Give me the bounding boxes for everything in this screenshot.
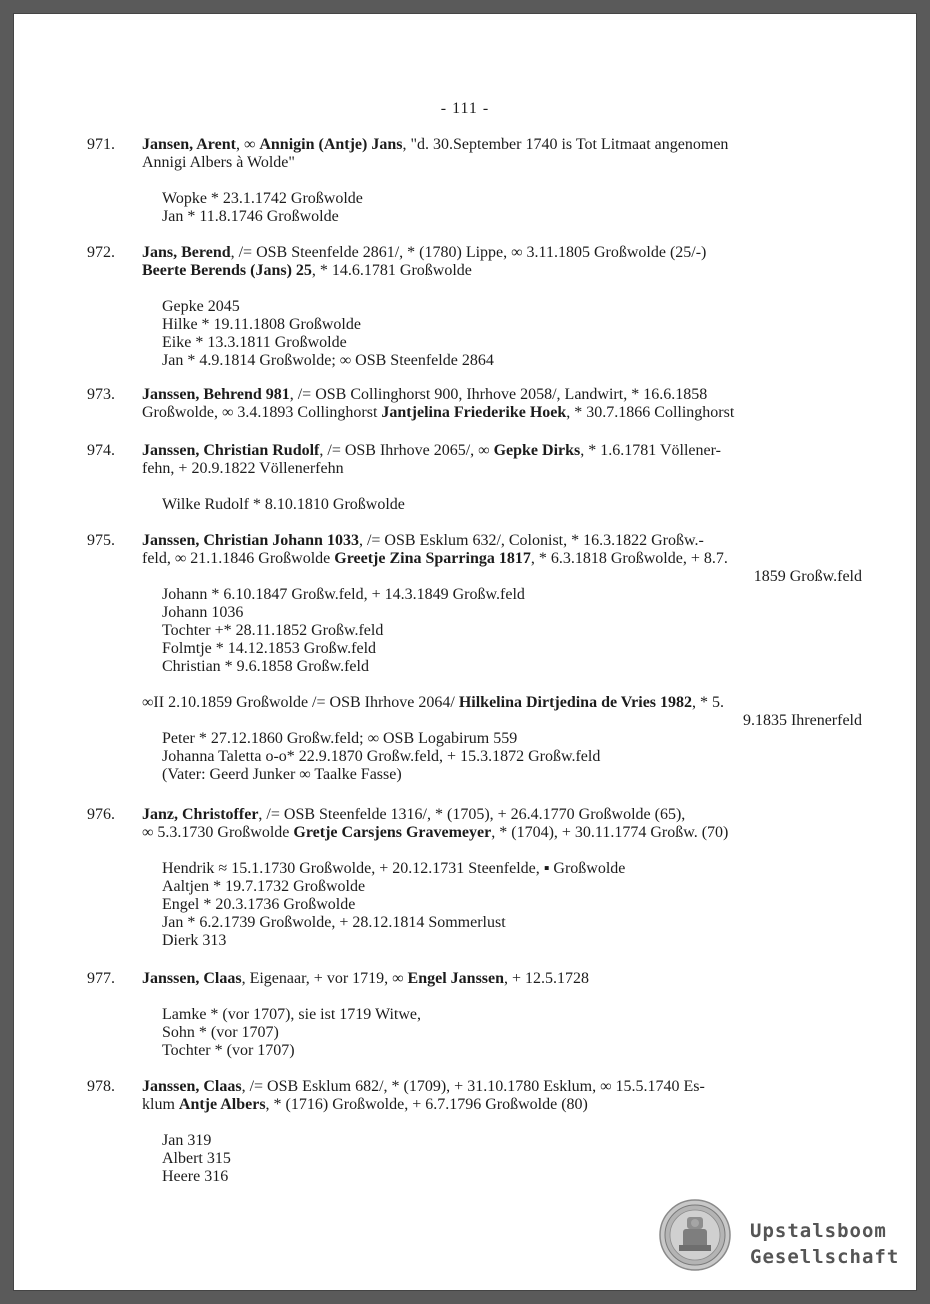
entry-line: feld, ∞ 21.1.1846 Großwolde Greetje Zina Sparringa 1817, * 6.3.1818 Großwolde, + 8.7. xyxy=(142,550,728,567)
entry-line: Janssen, Christian Johann 1033, /= OSB Esklum 632/, Colonist, * 16.3.1822 Großw.- xyxy=(142,532,704,549)
second-marriage xyxy=(142,694,862,730)
child-item: Wopke * 23.1.1742 Großwolde xyxy=(162,190,363,207)
child-item: Sohn * (vor 1707) xyxy=(162,1024,279,1041)
entry-number: 974. xyxy=(87,442,115,459)
children-list xyxy=(162,1132,862,1186)
children-list xyxy=(162,1006,862,1060)
children-list xyxy=(162,298,862,370)
entry-line: fehn, + 20.9.1822 Völlenerfehn xyxy=(142,460,344,477)
child-item: (Vater: Geerd Junker ∞ Taalke Fasse) xyxy=(162,766,402,783)
entry-text xyxy=(142,386,862,422)
children-list xyxy=(162,730,862,784)
child-item: Johann * 6.10.1847 Großw.feld, + 14.3.1849 Großw.feld xyxy=(162,586,525,603)
logo-line-1: Upstalsboom xyxy=(750,1220,887,1242)
seal-icon xyxy=(659,1199,731,1271)
entry-line: klum Antje Albers, * (1716) Großwolde, + 6.7.1796 Großwolde (80) xyxy=(142,1096,588,1113)
child-item: Folmtje * 14.12.1853 Großw.feld xyxy=(162,640,377,657)
entry-line-right: 1859 Großw.feld xyxy=(753,568,862,585)
entry-line: Jansen, Arent, ∞ Annigin (Antje) Jans, "d. 30.September 1740 is Tot Litmaat angenomen xyxy=(142,136,729,153)
entry-text xyxy=(142,442,862,478)
entry-text xyxy=(142,970,862,988)
entry-line: Janssen, Behrend 981, /= OSB Collinghorst 900, Ihrhove 2058/, Landwirt, * 16.6.1858 xyxy=(142,386,708,403)
child-item: Jan * 4.9.1814 Großwolde; ∞ OSB Steenfelde 2864 xyxy=(162,352,494,369)
entry-number: 971. xyxy=(87,136,115,153)
document-page xyxy=(14,14,916,1290)
entry-number: 977. xyxy=(87,970,115,987)
entry-text xyxy=(142,806,862,842)
marriage-line: ∞II 2.10.1859 Großwolde /= OSB Ihrhove 2064/ Hilkelina Dirtjedina de Vries 1982, * 5. xyxy=(142,694,725,711)
entry-line: Annigi Albers à Wolde" xyxy=(142,154,295,171)
child-item: Engel * 20.3.1736 Großwolde xyxy=(162,896,356,913)
entry-text xyxy=(142,136,862,172)
child-item: Lamke * (vor 1707), sie ist 1719 Witwe, xyxy=(162,1006,422,1023)
child-item: Tochter +* 28.11.1852 Großw.feld xyxy=(162,622,384,639)
entry-number: 976. xyxy=(87,806,115,823)
child-item: Hendrik ≈ 15.1.1730 Großwolde, + 20.12.1731 Steenfelde, ▪ Großwolde xyxy=(162,860,626,877)
child-item: Tochter * (vor 1707) xyxy=(162,1042,295,1059)
child-item: Albert 315 xyxy=(162,1150,231,1167)
child-item: Aaltjen * 19.7.1732 Großwolde xyxy=(162,878,366,895)
children-list xyxy=(162,496,862,514)
child-item: Jan * 6.2.1739 Großwolde, + 28.12.1814 Sommerlust xyxy=(162,914,506,931)
child-item: Johann 1036 xyxy=(162,604,244,621)
child-item: Jan 319 xyxy=(162,1132,212,1149)
child-item: Eike * 13.3.1811 Großwolde xyxy=(162,334,347,351)
entry-line: Janz, Christoffer, /= OSB Steenfelde 1316/, * (1705), + 26.4.1770 Großwolde (65), xyxy=(142,806,686,823)
entry-line: Janssen, Claas, Eigenaar, + vor 1719, ∞ Engel Janssen, + 12.5.1728 xyxy=(142,970,590,987)
entry-number: 973. xyxy=(87,386,115,403)
entry-line: Jans, Berend, /= OSB Steenfelde 2861/, * (1780) Lippe, ∞ 3.11.1805 Großwolde (25/-) xyxy=(142,244,707,261)
child-item: Christian * 9.6.1858 Großw.feld xyxy=(162,658,369,675)
page-number: - 111 - xyxy=(440,100,490,117)
children-list xyxy=(162,190,862,226)
entry-text xyxy=(142,532,862,586)
logo-line-2: Gesellschaft xyxy=(750,1246,900,1268)
entry-line: Beerte Berends (Jans) 25, * 14.6.1781 Großwolde xyxy=(142,262,472,279)
entry-number: 975. xyxy=(87,532,115,549)
child-item: Peter * 27.12.1860 Großw.feld; ∞ OSB Logabirum 559 xyxy=(162,730,518,747)
child-item: Jan * 11.8.1746 Großwolde xyxy=(162,208,339,225)
children-list xyxy=(162,860,862,950)
entry-line: Janssen, Claas, /= OSB Esklum 682/, * (1709), + 31.10.1780 Esklum, ∞ 15.5.1740 Es- xyxy=(142,1078,705,1095)
child-item: Dierk 313 xyxy=(162,932,227,949)
child-item: Hilke * 19.11.1808 Großwolde xyxy=(162,316,361,333)
entry-text xyxy=(142,1078,862,1114)
child-item: Gepke 2045 xyxy=(162,298,240,315)
child-item: Johanna Taletta o-o* 22.9.1870 Großw.feld, + 15.3.1872 Großw.feld xyxy=(162,748,601,765)
child-item: Heere 316 xyxy=(162,1168,229,1185)
entry-line: Großwolde, ∞ 3.4.1893 Collinghorst Jantjelina Friederike Hoek, * 30.7.1866 Collinghorst xyxy=(142,404,735,421)
entry-line: Janssen, Christian Rudolf, /= OSB Ihrhove 2065/, ∞ Gepke Dirks, * 1.6.1781 Völlener- xyxy=(142,442,721,459)
child-item: Wilke Rudolf * 8.10.1810 Großwolde xyxy=(162,496,405,513)
marriage-line-right: 9.1835 Ihrenerfeld xyxy=(742,712,862,729)
entry-number: 978. xyxy=(87,1078,115,1095)
children-list xyxy=(162,586,862,676)
publisher-logo xyxy=(750,1218,899,1270)
entry-line: ∞ 5.3.1730 Großwolde Gretje Carsjens Gravemeyer, * (1704), + 30.11.1774 Großw. (70) xyxy=(142,824,729,841)
entry-text xyxy=(142,244,862,280)
entry-number: 972. xyxy=(87,244,115,261)
